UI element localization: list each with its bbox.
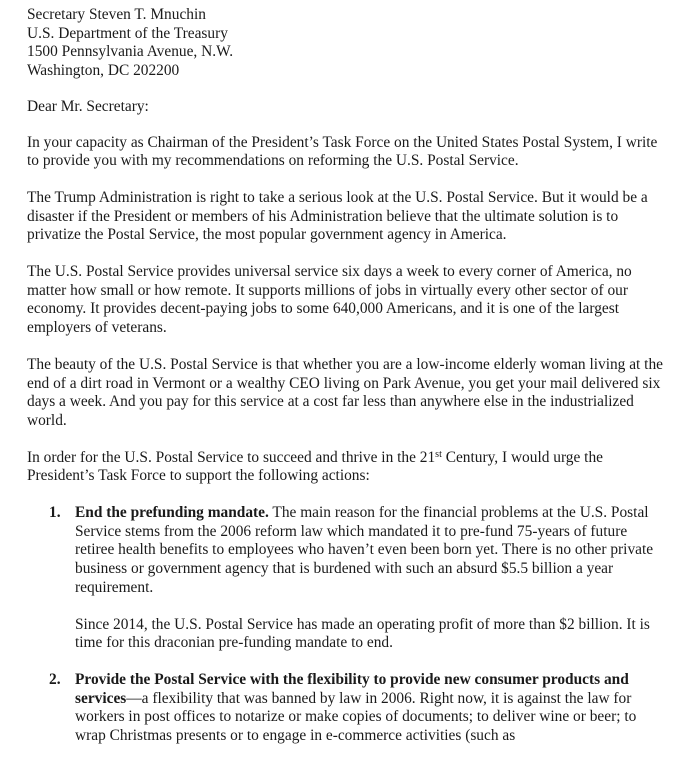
paragraph-task-force: In your capacity as Chairman of the President’s Task Force on the United States Postal System, I write to provide you with my recommendations on reforming the U.S. Postal Service. xyxy=(27,133,658,170)
recipient-city: Washington, DC 202200 xyxy=(27,62,180,80)
list-item xyxy=(27,671,667,746)
list-item xyxy=(27,504,667,653)
action-number: 1. xyxy=(49,504,61,522)
actions-list xyxy=(27,504,667,746)
action-heading: Provide the Postal Service with the flexibility to provide new consumer products and services xyxy=(75,670,629,707)
paragraph-actions-intro xyxy=(27,449,667,486)
recipient-address xyxy=(27,6,667,81)
salutation: Dear Mr. Secretary: xyxy=(27,97,149,115)
paragraph-privatization: The Trump Administration is right to take a serious look at the U.S. Postal Service. But it would be a disaster if the President or members of his Administration believe that the ultimate solution is to privatize the Postal Service, the most popular government agency in America. xyxy=(27,188,648,244)
paragraph-beauty: The beauty of the U.S. Postal Service is that whether you are a low-income elderly woman living at the end of a dirt road in Vermont or a wealthy CEO living on Park Avenue, you get your mail delivered six days a week. And you pay for this service at a cost far less than anywhere else in the industrialized world. xyxy=(27,355,663,429)
action-body: The main reason for the financial problems at the U.S. Postal Service stems from the 2006 reform law which mandated it to pre-fund 75-years of future retiree health benefits to employees who haven’t even been born yet. There is no other private business or government agency that is burdened with such an absurd $5.5 billion a year requirement. xyxy=(75,504,654,596)
intro-text-before: In order for the U.S. Postal Service to succeed and thrive in the 21 xyxy=(27,448,436,466)
action-followup: Since 2014, the U.S. Postal Service has made an operating profit of more than $2 billion. It is time for this draconian pre-funding mandate to end. xyxy=(75,615,650,652)
action-number: 2. xyxy=(49,670,61,688)
intro-superscript: st xyxy=(435,448,442,460)
action-body: —a flexibility that was banned by law in 2006. Right now, it is against the law for workers in post offices to notarize or make copies of documents; to deliver wine or beer; to wrap Christmas presents or to engage in e-commerce activities (such as xyxy=(75,689,637,745)
action-heading: End the prefunding mandate. xyxy=(75,504,269,522)
letter-page xyxy=(27,6,667,764)
intro-text-after: Century, I would urge the President’s Task Force to support the following actions: xyxy=(27,448,603,485)
recipient-street: 1500 Pennsylvania Avenue, N.W. xyxy=(27,43,234,61)
paragraph-universal-service: The U.S. Postal Service provides universal service six days a week to every corner of America, no matter how small or how remote. It supports millions of jobs in virtually every other sector of our economy. It provides decent-paying jobs to some 640,000 Americans, and it is one of the largest employers of veterans. xyxy=(27,263,632,337)
recipient-department: U.S. Department of the Treasury xyxy=(27,24,228,42)
recipient-name: Secretary Steven T. Mnuchin xyxy=(27,6,206,23)
